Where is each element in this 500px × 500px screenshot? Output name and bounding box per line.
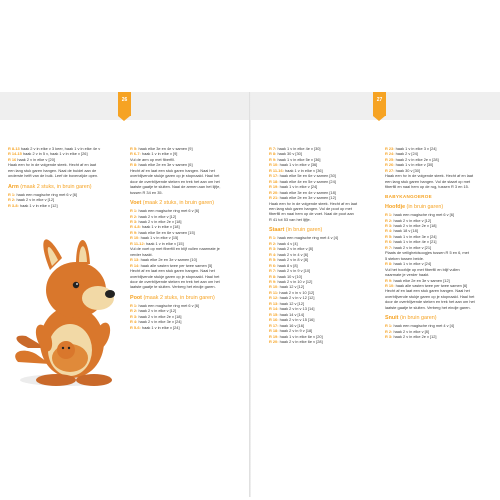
- round-number: R 10:: [269, 284, 279, 290]
- row-instruction: haak 1 v in elke v [24]: [279, 184, 318, 190]
- round-number: R 4:: [130, 319, 138, 325]
- round-number: R 11:: [269, 289, 279, 295]
- voet-heading: Voet (maak 2 stuks, in bruin garen): [130, 200, 215, 207]
- row-instruction: laatste gaatje te sluiten. Naai de armen aan het lijfje,: [130, 184, 221, 190]
- round-number: R 19:: [269, 184, 279, 190]
- row-instruction: een lang stuk garen hangen. Vul de staart op met: [385, 178, 471, 184]
- round-number: R 6:: [269, 262, 277, 268]
- round-number: R 7:: [385, 244, 393, 250]
- round-number: R 23:: [385, 146, 395, 151]
- pattern-row: [8, 173, 123, 178]
- pattern-row: [269, 217, 381, 222]
- pattern-row: [130, 190, 248, 195]
- round-number: R 16:: [269, 317, 279, 323]
- round-number: R 11-16:: [269, 167, 284, 173]
- row-instruction: haak 4 v [4]: [277, 240, 298, 246]
- pattern-row: [385, 334, 499, 339]
- row-instruction: laatste gaatje te sluiten. Verberg het eindje garen.: [130, 284, 216, 290]
- row-instruction: haak 2 v in v 10 [12]: [279, 289, 315, 295]
- round-number: R 12:: [269, 295, 279, 301]
- row-instruction: Haak een hv in de volgende steek. Hecht af en laat: [8, 162, 97, 168]
- row-instruction: tussen R 34 en 35.: [130, 189, 163, 195]
- round-number: R 14:: [130, 262, 140, 268]
- staart-heading: Staart (in bruin garen): [269, 227, 323, 234]
- round-number: R 8:: [130, 162, 138, 168]
- round-number: R 1:: [385, 212, 393, 218]
- row-instruction: haak 2 v in elke v [8]: [277, 246, 313, 252]
- babykangoeroe-heading: BABYKANGOEROE: [385, 193, 433, 199]
- row-instruction: haak 2 v in 9 v [18]: [279, 328, 313, 334]
- pattern-row: [130, 325, 248, 330]
- row-instruction: haak 14 v [14]: [279, 311, 305, 317]
- row-instruction: haak 2 v in elke 3e v [24]: [138, 319, 182, 325]
- row-instruction: haak elke 2e en 3e v samen [12]: [393, 277, 450, 283]
- round-number: R 10:: [385, 282, 395, 288]
- row-instruction: haak 2 v in 9 v [10]: [277, 268, 311, 274]
- row-instruction: 5 steken tussen beide.: [385, 255, 424, 261]
- round-number: R 3:: [130, 218, 138, 224]
- arm-rows: [8, 192, 123, 208]
- round-number: R 2:: [269, 240, 277, 246]
- row-instruction: haak 30 v [30]: [277, 151, 302, 157]
- round-number: R 20:: [269, 189, 279, 195]
- row-instruction: Vul de arm op met fiberfill.: [130, 156, 176, 162]
- row-instruction: haak 30 v [30]: [395, 167, 421, 173]
- row-instruction: haak 2 v in elke 2e v [12]: [393, 334, 437, 340]
- round-number: R 9:: [269, 278, 277, 284]
- round-number: R 14-15: [8, 151, 22, 157]
- row-instruction: haak 2 v in elke v 3 keer, haak 1 v in elke 4e v: [20, 146, 101, 151]
- round-number: R 1:: [269, 235, 277, 241]
- row-instruction: haak 2 v in elke v [8]: [393, 328, 429, 334]
- row-instruction: haak 1 v in elke 4e v [21]: [393, 239, 437, 245]
- row-instruction: haak 1 v in elke 4e v [30]: [277, 146, 321, 151]
- row-instruction: haak een magische ring met 6 v [6]: [16, 191, 78, 197]
- row-instruction: verder haakt.: [130, 251, 153, 257]
- row-instruction: Vul het hoofdje op met fiberfill en blijf vullen: [385, 266, 460, 272]
- round-number: R 10:: [269, 162, 279, 168]
- round-number: R 2:: [8, 197, 16, 203]
- left-page: [0, 92, 249, 497]
- round-number: R 8:: [269, 273, 277, 279]
- pattern-row: [385, 305, 499, 310]
- round-number: R 6:: [385, 239, 393, 245]
- round-number: R 2:: [130, 213, 138, 219]
- row-instruction: fiberfill en naai hem op de rug, tussen R 3 en 15.: [385, 184, 469, 190]
- row-instruction: haak 2 v in 4 v [6]: [277, 251, 308, 257]
- hoofdje-rows: [385, 212, 499, 310]
- row-instruction: haak 2 v in 8 v [8]: [277, 257, 308, 263]
- round-number: R 8:: [269, 151, 277, 157]
- left-page-number: 26: [118, 92, 131, 116]
- pattern-row: [8, 203, 123, 208]
- left-column-1: [8, 146, 123, 208]
- round-number: R 4:: [269, 251, 277, 257]
- row-instruction: haak 1 v in elke v [36]: [279, 162, 318, 168]
- row-instruction: haak 2 v in elke 2e v [18]: [138, 313, 182, 319]
- round-number: R 17:: [269, 173, 279, 179]
- kangaroo-photo: [6, 230, 126, 390]
- row-instruction: haak 18 v [18]: [393, 228, 418, 234]
- row-instruction: haak 10 v [10]: [277, 273, 302, 279]
- round-number: R 18:: [269, 328, 279, 334]
- row-instruction: overblijvende stukje garen op je stopnaald. Haal het: [130, 273, 220, 279]
- round-number: R 11-12:: [130, 240, 145, 246]
- round-number: R 17:: [269, 322, 279, 328]
- staart-continued-rows: [385, 146, 499, 190]
- row-instruction: haak 1 v in elke v [18]: [141, 224, 180, 230]
- right-column-2: [385, 146, 499, 340]
- row-instruction: haak 2 v in v 12 [12]: [279, 295, 315, 301]
- row-instruction: haak elke 5e en 6e v samen [30]: [279, 173, 336, 179]
- row-instruction: haak alle vasten twee per twee samen [5]: [140, 262, 213, 268]
- row-instruction: haak 2 v [24]: [395, 151, 418, 157]
- row-instruction: haak 2 v in elke v [12]: [138, 213, 177, 219]
- row-instruction: haak 1 v in elke v [24]: [141, 324, 180, 330]
- round-number: R 5:: [385, 233, 393, 239]
- round-number: R 10:: [130, 235, 140, 241]
- row-instruction: haak 2 v in v 15 [16]: [279, 317, 315, 323]
- row-instruction: haak 2 v in elke v [12]: [16, 197, 55, 203]
- row-instruction: haak 12 v [12]: [279, 300, 305, 306]
- row-instruction: haak elke 2e en 3e v samen [6]: [138, 162, 193, 168]
- round-number: R 14:: [269, 306, 279, 312]
- row-instruction: haak 8 v [8]: [277, 262, 298, 268]
- round-number: R 6-7:: [130, 151, 141, 157]
- row-instruction: haak 2 v in elke 2e v [28]: [395, 156, 439, 162]
- left-column-2: [130, 146, 248, 330]
- row-instruction: een lang stuk garen hangen. Vul de poot op met: [269, 205, 352, 211]
- round-number: R 21:: [269, 195, 279, 201]
- round-number: R 27:: [385, 167, 395, 173]
- round-number: R 1:: [8, 191, 16, 197]
- round-number: R 3:: [269, 246, 277, 252]
- row-instruction: onderste helft van de buik. Leef de bovenzijde open.: [8, 173, 99, 179]
- row-instruction: naarmate je verder haakt.: [385, 272, 430, 278]
- round-number: R 5:: [130, 146, 138, 151]
- row-instruction: haak elke 2e en 3e v samen [12]: [279, 195, 336, 201]
- row-instruction: haak 2 v in elke v [12]: [138, 308, 177, 314]
- row-instruction: haak een magische ring met 4 v [4]: [277, 235, 339, 241]
- staart-rows: [269, 235, 381, 344]
- round-number: R 13:: [130, 257, 140, 263]
- row-instruction: haak elke 3e en 4e v samen [9]: [138, 146, 193, 151]
- row-instruction: haak 1 v in elke 6e v [20]: [279, 333, 323, 339]
- right-column-1: [269, 146, 381, 344]
- row-instruction: haak 2 v in elke v [20]: [17, 156, 55, 162]
- row-instruction: overblijvende stukje garen op je stopnaald. Haal het: [130, 173, 220, 179]
- right-page-number: 27: [373, 92, 386, 116]
- round-number: R 20:: [269, 338, 279, 344]
- round-number: R 8-13: [8, 146, 20, 151]
- row-instruction: haak 2 v in elke 2e v [18]: [138, 218, 182, 224]
- row-instruction: haak 1 v in elke v [9]: [141, 151, 178, 157]
- row-instruction: haak 1 v in elke v [36]: [285, 167, 323, 173]
- round-number: R 5:: [269, 257, 277, 263]
- round-number: R 25:: [385, 156, 395, 162]
- row-instruction: haak 1 v in elke v [30]: [395, 162, 434, 168]
- row-instruction: haak 2 v in 10 v [12]: [277, 278, 313, 284]
- round-number: R 24:: [385, 151, 395, 157]
- round-number: R 7:: [269, 268, 277, 274]
- round-number: R 19:: [269, 333, 279, 339]
- pattern-row: [385, 184, 499, 189]
- round-number: R 26:: [385, 162, 395, 168]
- row-instruction: haak 2 v in elke v [21]: [393, 244, 432, 250]
- round-number: R 9:: [385, 277, 393, 283]
- row-instruction: haak een magische ring met 6 v [6]: [138, 208, 200, 214]
- row-instruction: haak 2 v in elke 6e v [28]: [279, 338, 323, 344]
- row-instruction: door de overblijvende steken en trek het aan om het: [130, 178, 220, 184]
- snuit-heading: Snuit (in bruin garen): [385, 315, 437, 322]
- book-spread: [0, 92, 500, 497]
- row-instruction: haak 1 v in elke 3 v [24]: [395, 146, 437, 151]
- round-number: R 2:: [130, 308, 138, 314]
- pattern-row: [269, 339, 381, 344]
- row-instruction: haak 1 v in elke v [12]: [19, 202, 58, 208]
- intro-rows: [8, 146, 123, 179]
- row-instruction: door de overblijvende steken en trek het aan om het: [130, 278, 220, 284]
- row-instruction: haak 1 v in elke 3e v [24]: [393, 233, 437, 239]
- row-instruction: haak alle vasten twee per twee samen [6]: [395, 282, 468, 288]
- row-instruction: haak elke 5e en 6e v samen [15]: [138, 229, 195, 235]
- right-page: [251, 92, 500, 497]
- row-instruction: haak 1 v in elke v [15]: [146, 240, 184, 246]
- row-instruction: overblijvende stukje garen op je stopnaald. Haal het: [385, 293, 475, 299]
- round-number: R 3:: [130, 313, 138, 319]
- row-instruction: Haak een hv in de volgende steek. Hecht af en laat: [385, 173, 474, 179]
- round-number: R 3-8:: [8, 202, 19, 208]
- round-number: R 15:: [269, 311, 279, 317]
- round-number: R 16: [8, 156, 17, 162]
- round-number: R 1:: [130, 302, 138, 308]
- row-instruction: laatste gaatje te sluiten. Verberg het eindje garen.: [385, 304, 471, 310]
- arm-heading: Arm (maak 2 stuks, in bruin garen): [8, 183, 92, 190]
- row-instruction: haak 16 v [16]: [279, 322, 305, 328]
- row-instruction: haak een magische ring met 6 v [6]: [138, 302, 200, 308]
- poot-heading: Poot (maak 2 stuks, in bruin garen): [130, 294, 215, 301]
- round-number: R 4-8:: [130, 224, 141, 230]
- row-instruction: Hecht af en laat een stuk garen hangen. Naai het: [130, 167, 215, 173]
- row-instruction: door de overblijvende steken en trek het aan om het: [385, 299, 475, 305]
- round-number: R 1:: [385, 323, 393, 329]
- row-instruction: haak 1 v in elke 5e v [36]: [277, 156, 321, 162]
- round-number: R 5-6:: [130, 324, 141, 330]
- row-instruction: haak 2 v in 5 v, haak 1 v in elke v [26]: [22, 151, 88, 157]
- round-number: R 9:: [130, 229, 138, 235]
- row-instruction: R 41 tot 53 van het lijfje.: [269, 216, 311, 222]
- row-instruction: fiberfill en naai hem op de voet. Naai de poot aan: [269, 211, 354, 217]
- round-number: R 3:: [385, 222, 393, 228]
- voet-rows: [130, 208, 248, 290]
- pattern-row: [130, 284, 248, 289]
- round-number: R 4:: [385, 228, 393, 234]
- round-number: R 3:: [385, 334, 393, 340]
- poot-rows: [130, 303, 248, 330]
- row-instruction: Vul de voet op met fiberfill en blijf vullen naarmate je: [130, 246, 220, 252]
- round-number: R 1:: [130, 208, 138, 214]
- row-instruction: haak een magische ring met 6 v [6]: [393, 212, 455, 218]
- arm-continued-rows: [130, 146, 248, 195]
- row-instruction: haak elke 2e en 3e v samen [10]: [140, 257, 197, 263]
- row-instruction: een lang stuk garen hangen. Naai de buidel aan de: [8, 167, 97, 173]
- round-number: R 2:: [385, 217, 393, 223]
- row-instruction: Haak een hv in de volgende steek. Hecht af en laat: [269, 200, 358, 206]
- row-instruction: haak 2 v in elke v [12]: [393, 217, 432, 223]
- row-instruction: haak elke 3e en 4e v samen [18]: [279, 189, 336, 195]
- row-instruction: haak 1 v in elke v [24]: [393, 261, 432, 267]
- row-instruction: haak elke 4e en 5e v samen [24]: [279, 178, 336, 184]
- round-number: R 8:: [385, 261, 393, 267]
- row-instruction: Hecht af en laat een stuk garen hangen. Naai het: [385, 288, 470, 294]
- row-instruction: haak 2 v in v 13 [14]: [279, 306, 315, 312]
- snuit-rows: [385, 323, 499, 339]
- row-instruction: Hecht af en laat een stuk garen hangen. Naai het: [130, 268, 215, 274]
- round-number: R 9:: [269, 156, 277, 162]
- row-instruction: haak 12 v [12]: [279, 284, 305, 290]
- round-number: R 7:: [269, 146, 277, 151]
- row-instruction: haak 2 v in elke 2e v [18]: [393, 222, 437, 228]
- row-instruction: haak 1 v in elke v [15]: [140, 235, 179, 241]
- poot-continued-rows: [269, 146, 381, 222]
- round-number: R 13:: [269, 300, 279, 306]
- row-instruction: haak een magische ring met 4 v [4]: [393, 323, 455, 329]
- round-number: R 18:: [269, 178, 279, 184]
- row-instruction: Plaats de veiligheidsoogjes tussen R 5 en 6, met: [385, 250, 469, 256]
- hoofdje-heading: Hoofdje (in bruin garen): [385, 204, 444, 211]
- round-number: R 2:: [385, 328, 393, 334]
